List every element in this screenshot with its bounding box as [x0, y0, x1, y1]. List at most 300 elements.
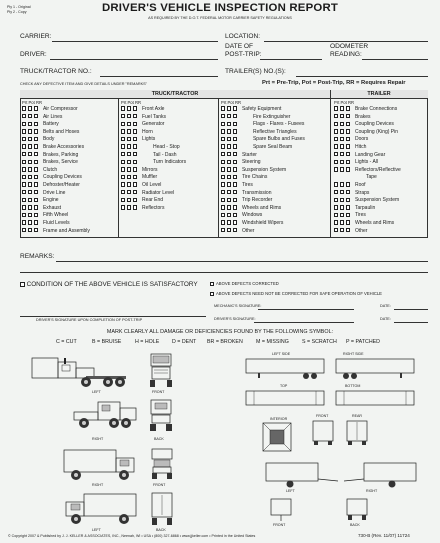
post-trip-checkbox[interactable] — [227, 190, 231, 194]
post-trip-checkbox[interactable] — [28, 213, 32, 217]
requires-repair-checkbox[interactable] — [233, 198, 237, 202]
requires-repair-checkbox[interactable] — [233, 175, 237, 179]
checklist-item-row[interactable] — [121, 106, 164, 112]
post-trip-checkbox[interactable] — [340, 228, 344, 232]
requires-repair-checkbox[interactable] — [133, 167, 137, 171]
post-trip-checkbox[interactable] — [340, 144, 344, 148]
pre-trip-checkbox[interactable] — [22, 182, 26, 186]
requires-repair-checkbox[interactable] — [34, 198, 38, 202]
ply-original: Ply 1 - Original — [7, 5, 31, 9]
checklist-item-row[interactable] — [221, 159, 261, 165]
requires-repair-checkbox[interactable] — [34, 152, 38, 156]
trailer-front-drawing[interactable] — [312, 420, 334, 446]
requires-repair-checkbox[interactable] — [346, 144, 350, 148]
requires-repair-checkbox[interactable] — [233, 122, 237, 126]
checklist-item-row[interactable] — [221, 182, 253, 188]
checklist-item-row[interactable] — [22, 205, 61, 211]
post-trip-checkbox[interactable] — [127, 182, 131, 186]
pre-trip-checkbox[interactable] — [221, 228, 225, 232]
pre-trip-checkbox[interactable] — [22, 167, 26, 171]
small-trailer-left-drawing[interactable] — [262, 462, 342, 488]
pre-trip-checkbox[interactable] — [22, 190, 26, 194]
checklist-item-row[interactable] — [334, 136, 368, 142]
checklist-item-label: Flags - Flares - Fusees — [252, 121, 305, 128]
pre-trip-checkbox[interactable] — [22, 152, 26, 156]
requires-repair-checkbox[interactable] — [133, 106, 137, 110]
checklist-item-row[interactable] — [22, 167, 57, 173]
post-trip-checkbox[interactable] — [28, 175, 32, 179]
pre-trip-checkbox[interactable] — [221, 198, 225, 202]
requires-repair-checkbox[interactable] — [346, 137, 350, 141]
box-truck-right-drawing[interactable] — [60, 448, 140, 482]
tractor-front-drawing[interactable] — [148, 352, 174, 388]
checklist-item-row[interactable] — [121, 174, 157, 180]
post-trip-checkbox[interactable] — [28, 122, 32, 126]
pre-trip-checkbox[interactable] — [334, 137, 338, 141]
post-trip-checkbox[interactable] — [28, 220, 32, 224]
checklist-item-row[interactable] — [121, 136, 155, 142]
post-trip-checkbox[interactable] — [127, 175, 131, 179]
pre-trip-checkbox[interactable] — [121, 182, 125, 186]
checklist-item-row[interactable] — [121, 129, 153, 135]
pre-trip-checkbox[interactable] — [22, 129, 26, 133]
checklist-item-row[interactable] — [221, 136, 305, 142]
small-trailer-right-drawing[interactable] — [342, 462, 422, 488]
requires-repair-checkbox[interactable] — [233, 144, 237, 148]
truck-no-field[interactable] — [100, 76, 218, 77]
post-trip-checkbox[interactable] — [127, 190, 131, 194]
post-trip-checkbox[interactable] — [127, 167, 131, 171]
location-field[interactable] — [264, 41, 428, 42]
mechanic-signature-field[interactable] — [258, 309, 354, 310]
checklist-item-row[interactable] — [22, 121, 59, 127]
checklist-item-row[interactable] — [121, 205, 164, 211]
post-trip-checkbox[interactable] — [340, 182, 344, 186]
checklist-item-row[interactable] — [334, 174, 377, 180]
pre-trip-checkbox[interactable] — [334, 106, 338, 110]
post-trip-checkbox[interactable] — [28, 167, 32, 171]
requires-repair-checkbox[interactable] — [233, 190, 237, 194]
post-trip-checkbox[interactable] — [227, 122, 231, 126]
pre-trip-checkbox[interactable] — [121, 160, 125, 164]
checklist-item-row[interactable] — [334, 228, 367, 234]
truck-no-label: TRUCK/TRACTOR NO.: — [20, 68, 92, 75]
requires-repair-checkbox[interactable] — [133, 205, 137, 209]
pre-trip-checkbox[interactable] — [334, 190, 338, 194]
requires-repair-checkbox[interactable] — [346, 160, 350, 164]
post-trip-checkbox[interactable] — [127, 129, 131, 133]
box-truck-front-drawing[interactable] — [150, 448, 174, 480]
post-trip-checkbox[interactable] — [28, 106, 32, 110]
requires-repair-checkbox[interactable] — [34, 106, 38, 110]
checklist-item-row[interactable] — [121, 159, 186, 165]
checklist-item-row[interactable] — [22, 136, 54, 142]
pre-trip-checkbox[interactable] — [221, 167, 225, 171]
checklist-item-row[interactable] — [334, 129, 398, 135]
pre-trip-checkbox[interactable] — [221, 190, 225, 194]
checklist-item-row[interactable] — [221, 144, 292, 150]
requires-repair-checkbox[interactable] — [233, 167, 237, 171]
checklist-item-row[interactable] — [121, 152, 177, 158]
checklist-item-row[interactable] — [334, 144, 366, 150]
requires-repair-checkbox[interactable] — [233, 137, 237, 141]
pre-trip-checkbox[interactable] — [22, 228, 26, 232]
pre-trip-checkbox[interactable] — [121, 114, 125, 118]
requires-repair-checkbox[interactable] — [233, 129, 237, 133]
checklist-item-row[interactable] — [221, 106, 281, 112]
mechanic-date-field[interactable] — [394, 309, 428, 310]
condition-checkbox-row[interactable] — [20, 281, 198, 288]
requires-repair-checkbox[interactable] — [233, 114, 237, 118]
requires-repair-checkbox[interactable] — [34, 190, 38, 194]
box-truck-left-drawing[interactable] — [60, 492, 140, 526]
post-trip-checkbox[interactable] — [28, 144, 32, 148]
pre-trip-checkbox[interactable] — [221, 205, 225, 209]
pre-trip-checkbox[interactable] — [121, 190, 125, 194]
post-trip-checkbox[interactable] — [227, 137, 231, 141]
trailer-right-side-drawing[interactable] — [334, 358, 416, 380]
requires-repair-checkbox[interactable] — [34, 228, 38, 232]
requires-repair-checkbox[interactable] — [133, 190, 137, 194]
checklist-item-row[interactable] — [221, 212, 262, 218]
post-trip-checkbox[interactable] — [340, 220, 344, 224]
post-trip-checkbox[interactable] — [340, 152, 344, 156]
requires-repair-checkbox[interactable] — [233, 220, 237, 224]
checklist-item-row[interactable] — [22, 182, 80, 188]
requires-repair-checkbox[interactable] — [346, 182, 350, 186]
requires-repair-checkbox[interactable] — [133, 182, 137, 186]
pre-trip-checkbox[interactable] — [221, 106, 225, 110]
pre-trip-checkbox[interactable] — [22, 114, 26, 118]
requires-repair-checkbox[interactable] — [346, 213, 350, 217]
checklist-item-row[interactable] — [121, 190, 174, 196]
post-trip-checkbox[interactable] — [28, 190, 32, 194]
requires-repair-checkbox[interactable] — [133, 198, 137, 202]
pre-trip-checkbox[interactable] — [22, 198, 26, 202]
pre-trip-checkbox[interactable] — [221, 152, 225, 156]
pre-trip-checkbox[interactable] — [221, 175, 225, 179]
checklist-item-row[interactable] — [221, 129, 297, 135]
checklist-item-row[interactable] — [121, 121, 164, 127]
requires-repair-checkbox[interactable] — [233, 205, 237, 209]
post-trip-checkbox[interactable] — [340, 122, 344, 126]
checklist-item-row[interactable] — [221, 190, 272, 196]
pre-trip-checkbox[interactable] — [334, 129, 338, 133]
corrected-checkbox-row[interactable] — [210, 281, 279, 286]
post-trip-checkbox[interactable] — [28, 182, 32, 186]
checklist-item-row[interactable] — [221, 167, 286, 173]
requires-repair-checkbox[interactable] — [34, 160, 38, 164]
requires-repair-checkbox[interactable] — [133, 144, 137, 148]
checklist-item-row[interactable] — [334, 106, 397, 112]
post-trip-checkbox[interactable] — [227, 167, 231, 171]
pre-trip-checkbox[interactable] — [334, 122, 338, 126]
requires-repair-checkbox[interactable] — [346, 106, 350, 110]
post-trip-checkbox[interactable] — [127, 106, 131, 110]
pre-trip-checkbox[interactable] — [121, 175, 125, 179]
driver-field[interactable] — [50, 59, 218, 60]
requires-repair-checkbox[interactable] — [133, 152, 137, 156]
requires-repair-checkbox[interactable] — [233, 106, 237, 110]
checklist-item-row[interactable] — [221, 121, 304, 127]
post-trip-checkbox[interactable] — [227, 182, 231, 186]
post-trip-checkbox[interactable] — [227, 228, 231, 232]
checklist-item-row[interactable] — [334, 182, 366, 188]
post-trip-checkbox[interactable] — [340, 114, 344, 118]
post-trip-checkbox[interactable] — [28, 114, 32, 118]
post-trip-date-field[interactable] — [260, 59, 322, 60]
pre-trip-checkbox[interactable] — [22, 220, 26, 224]
post-trip-checkbox[interactable] — [127, 205, 131, 209]
pre-trip-checkbox[interactable] — [334, 213, 338, 217]
pre-trip-checkbox[interactable] — [221, 220, 225, 224]
post-trip-checkbox[interactable] — [227, 175, 231, 179]
checklist-item-row[interactable] — [121, 114, 166, 120]
requires-repair-checkbox[interactable] — [34, 175, 38, 179]
corrected-checkbox[interactable] — [210, 282, 214, 286]
post-trip-checkbox[interactable] — [127, 198, 131, 202]
requires-repair-checkbox[interactable] — [346, 205, 350, 209]
pre-trip-checkbox[interactable] — [334, 205, 338, 209]
post-trip-checkbox[interactable] — [127, 152, 131, 156]
post-trip-checkbox[interactable] — [227, 213, 231, 217]
pre-trip-checkbox[interactable] — [121, 198, 125, 202]
small-trailer-back-drawing[interactable] — [346, 498, 368, 522]
requires-repair-checkbox[interactable] — [133, 129, 137, 133]
checklist-item-row[interactable] — [22, 106, 78, 112]
checklist-item-row[interactable] — [22, 152, 78, 158]
requires-repair-checkbox[interactable] — [133, 175, 137, 179]
post-trip-checkbox[interactable] — [340, 167, 344, 171]
checklist-item-row[interactable] — [334, 152, 385, 158]
requires-repair-checkbox[interactable] — [346, 114, 350, 118]
pre-trip-checkbox[interactable] — [22, 122, 26, 126]
post-trip-checkbox[interactable] — [28, 129, 32, 133]
requires-repair-checkbox[interactable] — [34, 213, 38, 217]
checklist-item-row[interactable] — [221, 220, 283, 226]
checklist-item-row[interactable] — [334, 167, 401, 173]
trailer-rear-drawing[interactable] — [346, 420, 368, 446]
checklist-item-row[interactable] — [334, 197, 399, 203]
pre-trip-checkbox[interactable] — [22, 144, 26, 148]
post-trip-checkbox[interactable] — [340, 106, 344, 110]
post-trip-checkbox[interactable] — [28, 160, 32, 164]
small-trailer-front-drawing[interactable] — [270, 498, 292, 522]
checklist-item-row[interactable] — [22, 159, 78, 165]
post-trip-checkbox[interactable] — [28, 228, 32, 232]
post-trip-checkbox[interactable] — [127, 137, 131, 141]
checklist-item-row[interactable] — [121, 197, 163, 203]
checklist-item-row[interactable] — [22, 144, 84, 150]
pre-trip-checkbox[interactable] — [221, 144, 225, 148]
requires-repair-checkbox[interactable] — [34, 182, 38, 186]
remarks-line[interactable] — [56, 261, 428, 262]
requires-repair-checkbox[interactable] — [34, 137, 38, 141]
trailer-left-side-drawing[interactable] — [244, 358, 326, 380]
post-trip-checkbox[interactable] — [340, 137, 344, 141]
requires-repair-checkbox[interactable] — [346, 190, 350, 194]
checklist-item-row[interactable] — [121, 182, 161, 188]
checklist-item-row[interactable] — [334, 114, 371, 120]
requires-repair-checkbox[interactable] — [133, 114, 137, 118]
checklist-item-row[interactable] — [334, 190, 369, 196]
pre-trip-checkbox[interactable] — [121, 167, 125, 171]
pre-trip-checkbox[interactable] — [22, 213, 26, 217]
post-trip-checkbox[interactable] — [28, 198, 32, 202]
driver-date-field[interactable] — [394, 322, 428, 323]
trailer-no-field[interactable] — [296, 76, 428, 77]
requires-repair-checkbox[interactable] — [34, 205, 38, 209]
location-label: LOCATION: — [225, 33, 261, 40]
checklist-item-row[interactable] — [22, 212, 68, 218]
requires-repair-checkbox[interactable] — [346, 167, 350, 171]
pre-trip-checkbox[interactable] — [334, 152, 338, 156]
requires-repair-checkbox[interactable] — [346, 122, 350, 126]
post-trip-checkbox[interactable] — [227, 205, 231, 209]
driver-signature-field[interactable] — [254, 322, 354, 323]
odometer-field[interactable] — [362, 59, 428, 60]
requires-repair-checkbox[interactable] — [34, 114, 38, 118]
post-trip-checkbox[interactable] — [227, 144, 231, 148]
pre-trip-checkbox[interactable] — [221, 129, 225, 133]
post-trip-checkbox[interactable] — [227, 160, 231, 164]
requires-repair-checkbox[interactable] — [34, 144, 38, 148]
checklist-item-row[interactable] — [334, 220, 394, 226]
requires-repair-checkbox[interactable] — [346, 220, 350, 224]
post-trip-checkbox[interactable] — [28, 152, 32, 156]
requires-repair-checkbox[interactable] — [346, 129, 350, 133]
pre-trip-checkbox[interactable] — [221, 160, 225, 164]
pre-trip-checkbox[interactable] — [22, 160, 26, 164]
not-corrected-checkbox-row[interactable] — [210, 291, 382, 296]
requires-repair-checkbox[interactable] — [233, 182, 237, 186]
pre-trip-checkbox[interactable] — [121, 137, 125, 141]
trailer-bottom-drawing[interactable] — [334, 390, 416, 406]
post-trip-checkbox[interactable] — [127, 122, 131, 126]
checklist-item-row[interactable] — [121, 144, 180, 150]
pre-trip-checkbox[interactable] — [334, 167, 338, 171]
checklist-item-row[interactable] — [334, 212, 366, 218]
requires-repair-checkbox[interactable] — [233, 152, 237, 156]
requires-repair-checkbox[interactable] — [34, 167, 38, 171]
requires-repair-checkbox[interactable] — [233, 160, 237, 164]
pre-trip-checkbox[interactable] — [22, 137, 26, 141]
pre-trip-checkbox[interactable] — [121, 144, 125, 148]
post-trip-checkbox[interactable] — [340, 129, 344, 133]
requires-repair-checkbox[interactable] — [133, 137, 137, 141]
requires-repair-checkbox[interactable] — [133, 122, 137, 126]
checklist-item-row[interactable] — [22, 197, 59, 203]
condition-checkbox[interactable] — [20, 282, 25, 287]
driver-post-trip-signature-field[interactable] — [20, 316, 206, 317]
requires-repair-checkbox[interactable] — [346, 152, 350, 156]
post-trip-checkbox[interactable] — [127, 144, 131, 148]
post-trip-checkbox[interactable] — [227, 152, 231, 156]
post-trip-checkbox[interactable] — [340, 198, 344, 202]
trailer-top-drawing[interactable] — [244, 390, 326, 406]
checklist-item-row[interactable] — [22, 129, 79, 135]
post-trip-checkbox[interactable] — [127, 114, 131, 118]
remarks-line[interactable] — [20, 272, 428, 273]
pre-trip-checkbox[interactable] — [334, 220, 338, 224]
checklist-item-row[interactable] — [121, 167, 158, 173]
truck-right-drawing[interactable] — [70, 398, 140, 430]
pre-trip-checkbox[interactable] — [22, 205, 26, 209]
pre-trip-checkbox[interactable] — [221, 137, 225, 141]
checklist-item-row[interactable] — [334, 205, 375, 211]
pre-trip-checkbox[interactable] — [221, 213, 225, 217]
carrier-field[interactable] — [52, 41, 218, 42]
requires-repair-checkbox[interactable] — [233, 213, 237, 217]
post-trip-checkbox[interactable] — [227, 114, 231, 118]
post-trip-checkbox[interactable] — [227, 106, 231, 110]
post-trip-checkbox[interactable] — [340, 213, 344, 217]
pre-trip-checkbox[interactable] — [22, 175, 26, 179]
post-trip-checkbox[interactable] — [127, 160, 131, 164]
requires-repair-checkbox[interactable] — [34, 122, 38, 126]
checklist-item-row[interactable] — [22, 220, 70, 226]
checklist-item-row[interactable] — [334, 159, 378, 165]
post-trip-checkbox[interactable] — [340, 160, 344, 164]
pre-trip-checkbox[interactable] — [121, 205, 125, 209]
pre-trip-checkbox[interactable] — [221, 114, 225, 118]
checklist-item-row[interactable] — [221, 152, 257, 158]
pre-trip-checkbox[interactable] — [334, 160, 338, 164]
checklist-item-row[interactable] — [221, 205, 281, 211]
checklist-item-row[interactable] — [22, 174, 82, 180]
checklist-item-row[interactable] — [22, 228, 90, 234]
pre-trip-checkbox[interactable] — [334, 228, 338, 232]
post-trip-checkbox[interactable] — [227, 220, 231, 224]
pre-trip-checkbox[interactable] — [121, 106, 125, 110]
requires-repair-checkbox[interactable] — [346, 228, 350, 232]
checklist-item-row[interactable] — [221, 114, 290, 120]
post-trip-checkbox[interactable] — [227, 198, 231, 202]
pre-trip-checkbox[interactable] — [221, 182, 225, 186]
post-trip-checkbox[interactable] — [28, 205, 32, 209]
pre-trip-checkbox[interactable] — [221, 122, 225, 126]
post-trip-checkbox[interactable] — [340, 190, 344, 194]
checklist-item-row[interactable] — [22, 190, 65, 196]
pre-trip-checkbox[interactable] — [334, 182, 338, 186]
post-trip-checkbox[interactable] — [28, 137, 32, 141]
box-truck-back-drawing[interactable] — [150, 492, 174, 526]
pre-trip-checkbox[interactable] — [121, 122, 125, 126]
requires-repair-checkbox[interactable] — [133, 160, 137, 164]
checklist-item-row[interactable] — [221, 228, 254, 234]
not-corrected-checkbox[interactable] — [210, 292, 214, 296]
checklist-item-row[interactable] — [221, 197, 272, 203]
post-trip-checkbox[interactable] — [227, 129, 231, 133]
post-trip-checkbox[interactable] — [340, 205, 344, 209]
pre-trip-checkbox[interactable] — [22, 106, 26, 110]
pre-trip-checkbox[interactable] — [334, 144, 338, 148]
requires-repair-checkbox[interactable] — [233, 228, 237, 232]
pre-trip-checkbox[interactable] — [121, 129, 125, 133]
checklist-item-row[interactable] — [22, 114, 62, 120]
checklist-item-row[interactable] — [221, 174, 267, 180]
requires-repair-checkbox[interactable] — [34, 129, 38, 133]
checklist-item-row[interactable] — [334, 121, 394, 127]
pre-trip-checkbox[interactable] — [121, 152, 125, 156]
requires-repair-checkbox[interactable] — [34, 220, 38, 224]
tractor-left-drawing[interactable] — [24, 352, 134, 392]
pre-trip-checkbox[interactable] — [334, 198, 338, 202]
pre-trip-checkbox[interactable] — [334, 114, 338, 118]
requires-repair-checkbox[interactable] — [346, 198, 350, 202]
tractor-back-drawing[interactable] — [148, 398, 174, 432]
trailer-interior-drawing[interactable] — [262, 422, 292, 452]
